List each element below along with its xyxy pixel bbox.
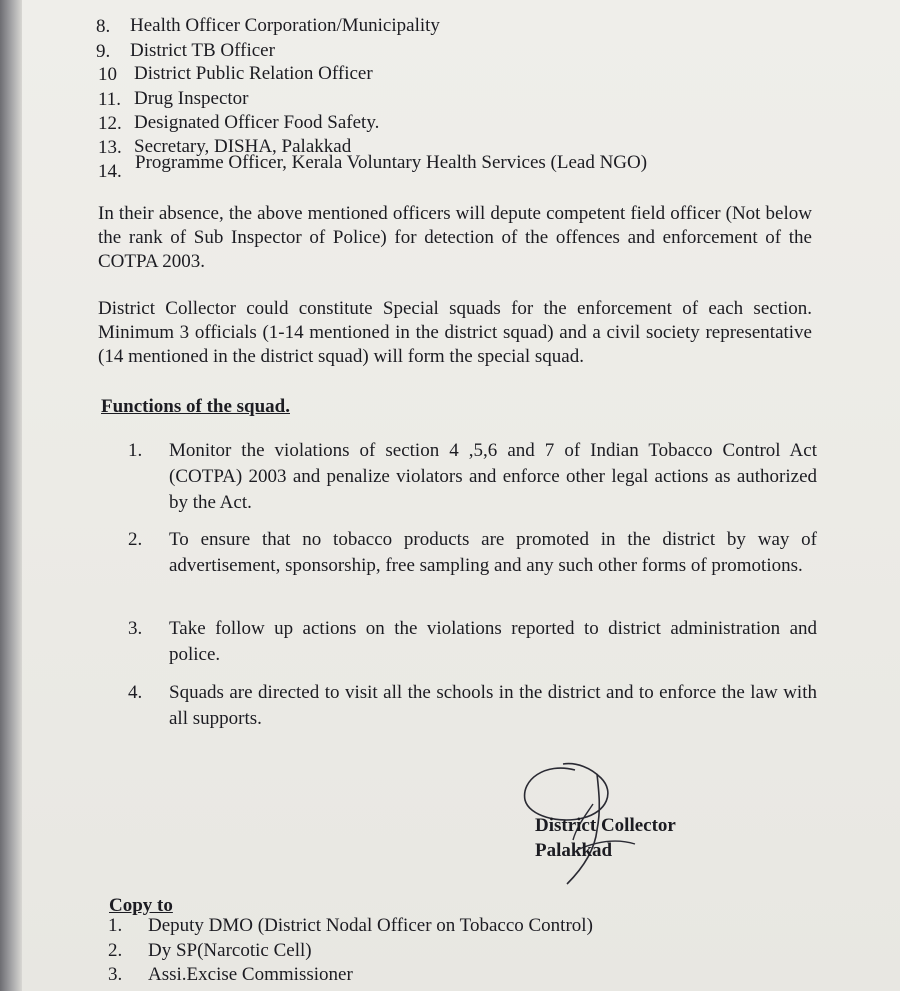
function-text: Take follow up actions on the violations reported to district administration and police. <box>169 618 817 665</box>
copy-to-number: 1. <box>108 915 123 936</box>
copy-to-item <box>108 940 312 962</box>
officer-item: Secretary, DISHA, Palakkad <box>134 136 352 157</box>
signature-title: District Collector <box>535 815 676 836</box>
function-number: 4. <box>128 682 143 703</box>
officer-item: Drug Inspector <box>134 88 249 109</box>
officer-item: Programme Officer, Kerala Voluntary Health Services (Lead NGO) <box>135 152 648 173</box>
copy-to-text: Dy SP(Narcotic Cell) <box>148 940 312 961</box>
copy-to-number: 2. <box>108 940 123 961</box>
signature-place: Palakkad <box>535 840 613 861</box>
paragraph-absence: In their absence, the above mentioned officers will depute competent field officer (Not below the rank of Sub Inspector of Police) for detection of the offences and enforcement of the COTPA 2003. <box>98 203 812 272</box>
officer-number: 14. <box>98 161 122 182</box>
function-number: 3. <box>128 618 143 639</box>
copy-to-item <box>108 964 353 986</box>
officer-item: Health Officer Corporation/Municipality <box>130 15 440 36</box>
function-text: Squads are directed to visit all the schools in the district and to enforce the law with all supports. <box>169 682 817 729</box>
functions-heading: Functions of the squad. <box>101 396 290 417</box>
scan-edge-shadow <box>0 0 22 991</box>
copy-to-number: 3. <box>108 964 123 985</box>
officer-number: 10 <box>98 64 117 85</box>
officer-item: Designated Officer Food Safety. <box>134 112 380 133</box>
officer-item: District TB Officer <box>130 40 275 61</box>
copy-to-text: Assi.Excise Commissioner <box>148 964 353 985</box>
officer-number: 12. <box>98 113 122 134</box>
function-text: To ensure that no tobacco products are promoted in the district by way of advertisement, sponsorship, free sampling and any such other forms of promotions. <box>169 529 817 576</box>
paragraph-special-squads: District Collector could constitute Special squads for the enforcement of each section. Minimum 3 officials (1-14 mentioned in the district squad) and a civil society representative (14 mentioned in the district squad) will form the special squad. <box>98 298 812 367</box>
officer-item: District Public Relation Officer <box>134 63 373 84</box>
officer-number: 11. <box>98 89 122 110</box>
function-text: Monitor the violations of section 4 ,5,6 and 7 of Indian Tobacco Control Act (COTPA) 2003 and penalize violators and enforce other legal actions as authorized by the Act. <box>169 440 817 513</box>
copy-to-text: Deputy DMO (District Nodal Officer on Tobacco Control) <box>148 915 593 936</box>
copy-to-item <box>108 915 593 937</box>
function-number: 1. <box>128 440 143 461</box>
officer-number: 8. <box>96 16 111 37</box>
officer-number: 13. <box>98 137 122 158</box>
copy-to-heading: Copy to <box>109 895 173 916</box>
function-number: 2. <box>128 529 143 550</box>
officer-number: 9. <box>96 41 111 62</box>
